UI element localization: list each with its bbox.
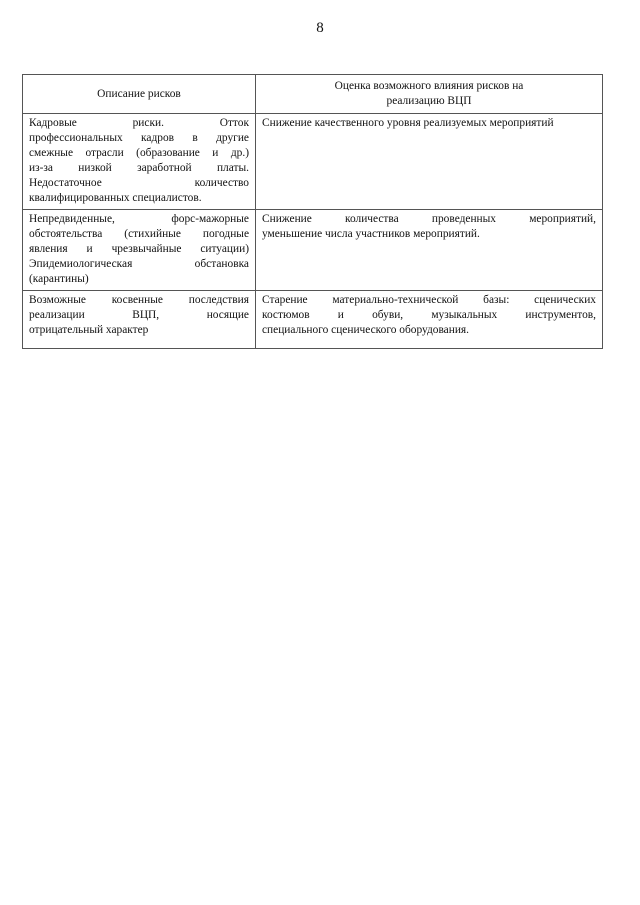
text-line: Возможные косвенные последствия [29, 294, 249, 306]
text-line: квалифицированных специалистов. [29, 192, 202, 204]
risk-impact-cell [256, 114, 603, 210]
text-line: Кадровые риски. Отток [29, 117, 249, 129]
text-line: отрицательный характер [29, 324, 149, 336]
text-line: специального сценического оборудования. [262, 324, 470, 336]
text-line: (карантины) [29, 273, 89, 285]
table-header-row [23, 75, 603, 114]
text-line: Непредвиденные, форс-мажорные [29, 213, 249, 225]
text-line: из-за низкой заработной платы. [29, 162, 249, 174]
risk-description-cell [23, 210, 256, 291]
text-line: смежные отрасли (образование и др.) [29, 147, 249, 159]
text-line: обстоятельства (стихийные погодные [29, 228, 249, 240]
risks-table [22, 74, 603, 349]
header-risk-impact: Оценка возможного влияния рисков на реализацию ВЦП [256, 75, 603, 114]
table-row [23, 291, 603, 349]
text-line: Старение материально-технической базы: сценических [262, 294, 596, 306]
text-line: Снижение количества проведенных мероприятий, [262, 213, 596, 225]
text-line: уменьшение числа участников мероприятий. [262, 228, 480, 240]
risk-description-cell [23, 114, 256, 210]
table-row [23, 210, 603, 291]
risk-impact-cell [256, 291, 603, 349]
text-line: профессиональных кадров в другие [29, 132, 249, 144]
table-row [23, 114, 603, 210]
text-line: явления и чрезвычайные ситуации) [29, 243, 249, 255]
risk-impact-cell [256, 210, 603, 291]
text-line: реализации ВЦП, носящие [29, 309, 249, 321]
text-line: костюмов и обуви, музыкальных инструментов, [262, 309, 596, 321]
page-number: 8 [316, 20, 324, 36]
text-line: Недостаточное количество [29, 177, 249, 189]
header-risk-description: Описание рисков [23, 75, 256, 114]
text-line: Снижение качественного уровня реализуемых мероприятий [262, 117, 554, 129]
risk-description-cell [23, 291, 256, 349]
text-line: Эпидемиологическая обстановка [29, 258, 249, 270]
